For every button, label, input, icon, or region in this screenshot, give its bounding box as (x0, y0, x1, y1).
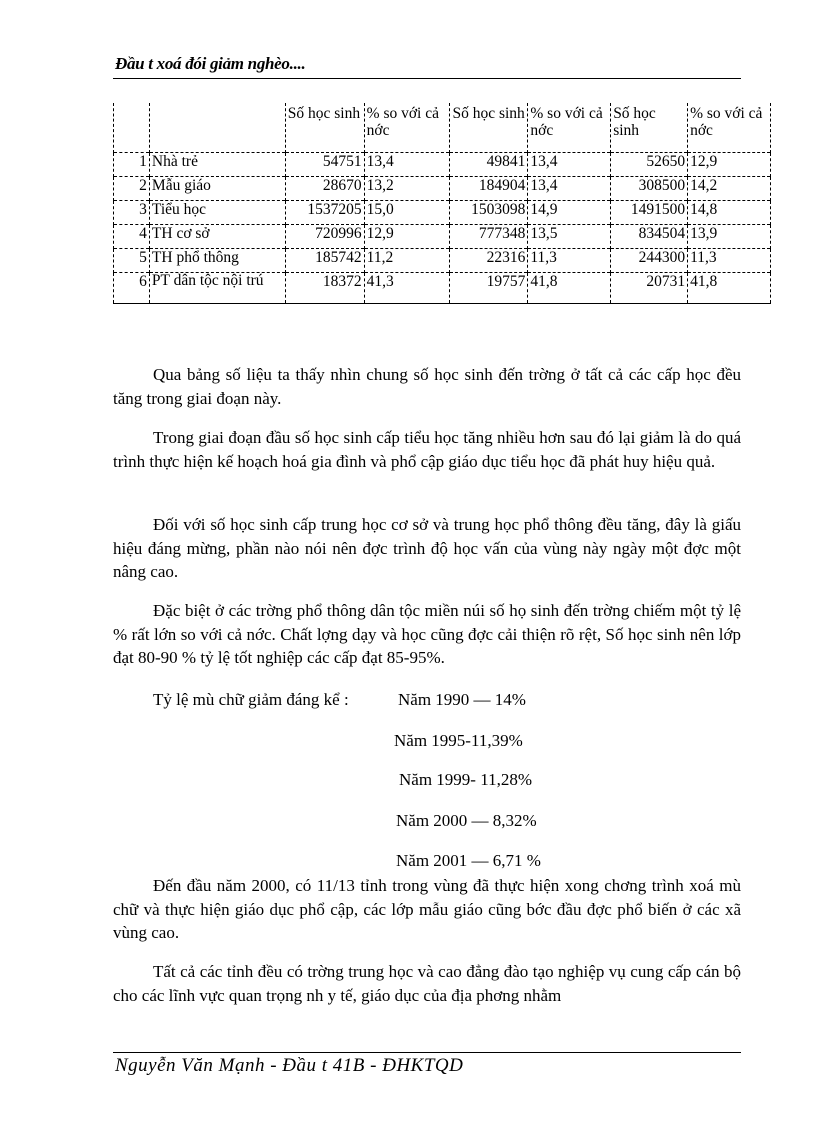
table-header-cell (114, 103, 150, 153)
illiteracy-label: Tỷ lệ mù chữ giảm đáng kể : (153, 690, 349, 709)
row-index: 1 (114, 153, 150, 177)
table-cell: 13,4 (528, 177, 611, 201)
table-cell: 11,3 (688, 249, 771, 273)
table-header-cell: Số học sinh (611, 103, 688, 153)
row-label: Nhà trẻ (149, 153, 285, 177)
table-cell: 14,8 (688, 201, 771, 225)
paragraph-training-schools: Tất cả các tỉnh đều có trờng trung học và cao đẳng đào tạo nghiệp vụ cung cấp cán bộ cho các lĩnh vực quan trọng nh y tế, giáo dục của địa phơng nhằm (113, 962, 741, 1005)
row-index: 4 (114, 225, 150, 249)
paragraph-summary: Qua bảng số liệu ta thấy nhìn chung số học sinh đến trờng ở tất cả các cấp học đều tăng trong giai đoạn này. (113, 365, 741, 408)
illiteracy-rate-item: Năm 1995-11,39% (394, 731, 523, 750)
table-cell: 720996 (285, 225, 364, 249)
table-cell: 13,4 (528, 153, 611, 177)
table-cell: 13,4 (364, 153, 450, 177)
row-index: 6 (114, 273, 150, 304)
table-cell: 41,8 (528, 273, 611, 304)
table-row (114, 153, 771, 177)
table-cell: 41,8 (688, 273, 771, 304)
table-header-cell (149, 103, 285, 153)
table-cell: 18372 (285, 273, 364, 304)
table-row (114, 225, 771, 249)
table-cell: 244300 (611, 249, 688, 273)
table-header-cell: % so với cả nớc (528, 103, 611, 153)
footer-author: Nguyễn Văn Mạnh - Đầu t 41B - ĐHKTQD (115, 1055, 464, 1076)
table-header-cell: % so với cả nớc (364, 103, 450, 153)
table-cell: 1491500 (611, 201, 688, 225)
paragraph-primary-school: Trong giai đoạn đầu số học sinh cấp tiểu học tăng nhiều hơn sau đó lại giảm là do quá trình thực hiện kế hoạch hoá gia đình và phổ cập giáo dục tiểu học đã phát huy hiệu quả. (113, 428, 741, 471)
table-cell: 185742 (285, 249, 364, 273)
table-cell: 12,9 (364, 225, 450, 249)
row-label: TH phổ thông (149, 249, 285, 273)
table-cell: 19757 (450, 273, 528, 304)
header-title: Đầu t xoá đói giảm nghèo.... (115, 54, 306, 73)
table-header-cell: % so với cả nớc (688, 103, 771, 153)
table-cell: 13,5 (528, 225, 611, 249)
illiteracy-rate-item: Năm 1990 — 14% (398, 690, 526, 709)
table-cell: 41,3 (364, 273, 450, 304)
table-cell: 22316 (450, 249, 528, 273)
table-cell: 12,9 (688, 153, 771, 177)
table-cell: 1503098 (450, 201, 528, 225)
illiteracy-rate-item: Năm 1999- 11,28% (399, 770, 532, 789)
table-row (114, 177, 771, 201)
table-cell: 777348 (450, 225, 528, 249)
table-cell: 13,9 (688, 225, 771, 249)
table-cell: 1537205 (285, 201, 364, 225)
illiteracy-rate-item: Năm 2000 — 8,32% (396, 811, 537, 830)
table-cell: 14,2 (688, 177, 771, 201)
table-cell: 15,0 (364, 201, 450, 225)
table-cell: 20731 (611, 273, 688, 304)
row-label: PT dân tộc nội trú (149, 273, 285, 304)
row-label: Tiểu học (149, 201, 285, 225)
table-cell: 184904 (450, 177, 528, 201)
table-cell: 308500 (611, 177, 688, 201)
table-cell: 52650 (611, 153, 688, 177)
table-cell: 11,3 (528, 249, 611, 273)
table-cell: 14,9 (528, 201, 611, 225)
page-header (113, 52, 741, 79)
table-cell: 28670 (285, 177, 364, 201)
table-row (114, 201, 771, 225)
table-cell: 49841 (450, 153, 528, 177)
paragraph-ethnic-schools: Đặc biệt ở các trờng phổ thông dân tộc miền núi số họ sinh đến trờng chiếm một tỷ lệ % rất lớn so với cả nớc. Chất lợng dạy và học cũng đợc cải thiện rõ rệt, Số học sinh nên lớp đạt 80-90 % tỷ lệ tốt nghiệp các cấp đạt 85-95%. (113, 601, 741, 667)
row-index: 3 (114, 201, 150, 225)
paragraph-literacy-program: Đến đầu năm 2000, có 11/13 tỉnh trong vùng đã thực hiện xong chơng trình xoá mù chữ và thực hiện giáo dục phổ cập, các lớp mẫu giáo cũng bớc đầu đợc phổ biến ở các xã vùng cao. (113, 876, 741, 942)
table-cell: 13,2 (364, 177, 450, 201)
table-header-cell: Số học sinh (450, 103, 528, 153)
table-cell: 54751 (285, 153, 364, 177)
student-statistics-table (113, 103, 771, 304)
table-row (114, 273, 771, 304)
table-header-cell: Số học sinh (285, 103, 364, 153)
row-index: 2 (114, 177, 150, 201)
illiteracy-rate-item: Năm 2001 — 6,71 % (396, 851, 541, 870)
table-cell: 834504 (611, 225, 688, 249)
page-footer (113, 1052, 741, 1081)
table-cell: 11,2 (364, 249, 450, 273)
row-label: TH cơ sở (149, 225, 285, 249)
table-row (114, 249, 771, 273)
row-index: 5 (114, 249, 150, 273)
paragraph-secondary-school: Đối với số học sinh cấp trung học cơ sở và trung học phổ thông đều tăng, đây là giấu hiệu đáng mừng, phần nào nói nên đợc trình độ học vấn của vùng này ngày một đợc một nâng cao. (113, 515, 741, 581)
table-header-row (114, 103, 771, 153)
row-label: Mẫu giáo (149, 177, 285, 201)
